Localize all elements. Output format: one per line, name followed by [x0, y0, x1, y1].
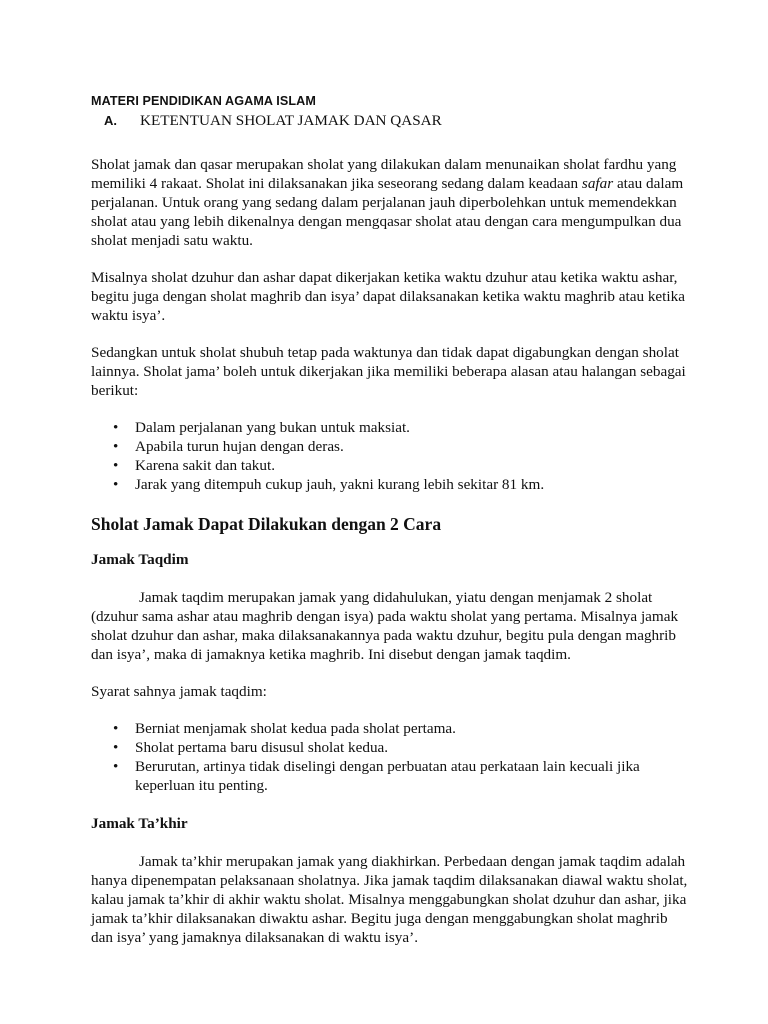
bullet-icon: • — [113, 457, 119, 474]
paragraph-jamak-taqdim: Jamak taqdim merupakan jamak yang didahulukan, yiatu dengan menjamak 2 sholat (dzuhur sama ashar atau maghrib dengan isya) pada waktu sholat yang pertama. Misalnya jamak sholat dzuhur dan ashar, maka dilaksanakannya pada waktu dzuhur, begitu pula dengan maghrib dan isya’, maka di jamaknya ketika maghrib. Ini disebut dengan jamak taqdim. — [91, 589, 679, 663]
bullet-icon: • — [113, 758, 119, 775]
list-item-text: Dalam perjalanan yang bukan untuk maksiat. — [135, 419, 410, 436]
heading-two-ways: Sholat Jamak Dapat Dilakukan dengan 2 Cara — [91, 514, 442, 534]
paragraph-2: Misalnya sholat dzuhur dan ashar dapat dikerjakan ketika waktu dzuhur atau ketika waktu ashar, begitu juga dengan sholat maghrib dan isya’ dapat dilaksanakan ketika waktu maghrib atau ketika waktu isya’. — [91, 269, 685, 324]
paragraph-1-text-end: atau dalam perjalanan. Untuk orang yang sedang dalam perjalanan jauh diperbolehkan untuk memendekkan sholat atau yang lebih dikenalnya dengan mengqasar sholat atau dengan cara mengumpulkan dua sholat menjadi satu waktu. — [91, 175, 684, 249]
paragraph-3: Sedangkan untuk sholat shubuh tetap pada waktunya dan tidak dapat digabungkan dengan sholat lainnya. Sholat jama’ boleh untuk dikerjakan jika memiliki beberapa alasan atau halangan sebagai berikut: — [91, 344, 686, 399]
heading-jamak-takhir: Jamak Ta’khir — [91, 815, 188, 832]
reasons-list — [91, 418, 691, 494]
list-item — [91, 456, 691, 475]
heading-jamak-taqdim: Jamak Taqdim — [91, 551, 189, 568]
requirements-intro: Syarat sahnya jamak taqdim: — [91, 683, 267, 700]
bullet-icon: • — [113, 476, 119, 493]
bullet-icon: • — [113, 739, 119, 756]
bullet-icon: • — [113, 419, 119, 436]
paragraph-1-text-start: Sholat jamak dan qasar merupakan sholat yang dilakukan dalam menunaikan sholat fardhu yang memiliki 4 rakaat. Sholat ini dilaksanakan jika seseorang sedang dalam keadaan — [91, 156, 677, 192]
section-a-marker: A. — [104, 113, 117, 128]
list-item-text: Berurutan, artinya tidak diselingi dengan perbuatan atau perkataan lain kecuali jika keperluan itu penting. — [135, 758, 640, 794]
list-item — [91, 437, 691, 456]
paragraph-jamak-takhir: Jamak ta’khir merupakan jamak yang diakhirkan. Perbedaan dengan jamak taqdim adalah hanya dipenempatan pelaksanaan sholatnya. Jika jamak taqdim dilaksanakan diawal waktu sholat, kalau jamak ta’khir di akhir waktu sholat. Misalnya menggabungkan sholat dzuhur dan ashar, jika jamak ta’khir dilaksanakan diwaktu ashar. Begitu juga dengan menggabungkan sholat maghrib dan isya’ yang jamaknya dilaksanakan di waktu isya’. — [91, 853, 688, 946]
list-item — [91, 475, 691, 494]
bullet-icon: • — [113, 438, 119, 455]
bullet-icon: • — [113, 720, 119, 737]
list-item — [91, 757, 691, 795]
document-body — [91, 92, 691, 965]
list-item-text: Karena sakit dan takut. — [135, 457, 276, 474]
section-a-title: KETENTUAN SHOLAT JAMAK DAN QASAR — [140, 112, 442, 129]
section-a-heading — [91, 111, 691, 130]
list-item-text: Jarak yang ditempuh cukup jauh, yakni kurang lebih sekitar 81 km. — [135, 476, 545, 493]
list-item — [91, 719, 691, 738]
document-header: MATERI PENDIDIKAN AGAMA ISLAM — [91, 94, 316, 108]
list-item-text: Apabila turun hujan dengan deras. — [135, 438, 344, 455]
paragraph-1 — [91, 155, 691, 250]
list-item-text: Berniat menjamak sholat kedua pada sholat pertama. — [135, 720, 456, 737]
list-item — [91, 418, 691, 437]
list-item-text: Sholat pertama baru disusul sholat kedua. — [135, 739, 389, 756]
list-item — [91, 738, 691, 757]
paragraph-1-italic-term: safar — [581, 175, 614, 192]
requirements-list — [91, 719, 691, 795]
